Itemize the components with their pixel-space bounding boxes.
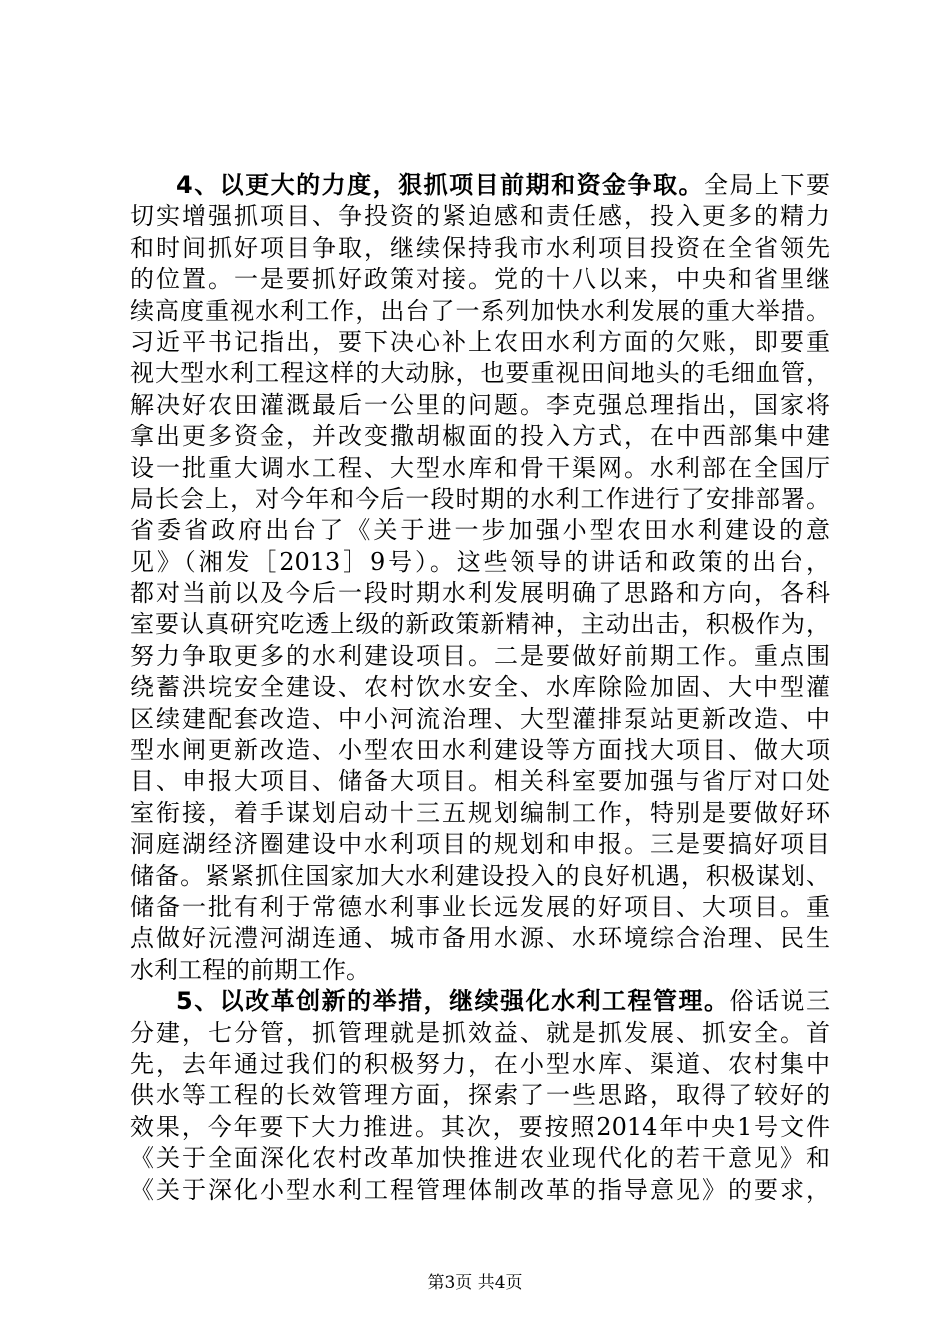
paragraph-4-line: 设一批重大调水工程、大型水库和骨干渠网。水利部在全国厅 [130, 453, 830, 482]
paragraph-4-line: 室要认真研究吃透上级的新政策新精神，主动出击，积极作为， [130, 610, 830, 639]
paragraph-4-line: 绕蓄洪垸安全建设、农村饮水安全、水库除险加固、大中型灌 [130, 673, 830, 702]
paragraph-4-line: 水利工程的前期工作。 [130, 955, 370, 984]
paragraph-4-line: 努力争取更多的水利建设项目。二是要做好前期工作。重点围 [130, 641, 830, 670]
paragraph-5-first-line [130, 986, 830, 1017]
paragraph-4-line: 储备。紧紧抓住国家加大水利建设投入的良好机遇，积极谋划、 [130, 861, 830, 890]
paragraph-4-line: 的位置。一是要抓好政策对接。党的十八以来，中央和省里继 [130, 265, 830, 294]
paragraph-4-line: 点做好沅澧河湖连通、城市备用水源、水环境综合治理、民生 [130, 924, 830, 953]
paragraph-4-line: 解决好农田灌溉最后一公里的问题。李克强总理指出，国家将 [130, 390, 830, 419]
paragraph-5-heading: 5、以改革创新的举措，继续强化水利工程管理。 [176, 987, 730, 1016]
page-number-label: 第3页 共4页 [427, 1273, 523, 1293]
paragraph-4-line: 视大型水利工程这样的大动脉，也要重视田间地头的毛细血管， [130, 359, 830, 388]
paragraph-4-line: 切实增强抓项目、争投资的紧迫感和责任感，投入更多的精力 [130, 202, 830, 231]
page-footer [0, 1268, 950, 1293]
paragraph-4-line: 洞庭湖经济圈建设中水利项目的规划和申报。三是要搞好项目 [130, 830, 830, 859]
paragraph-4-line: 储备一批有利于常德水利事业长远发展的好项目、大项目。重 [130, 892, 830, 921]
paragraph-4-line: 省委省政府出台了《关于进一步加强小型农田水利建设的意 [130, 516, 830, 545]
paragraph-5-line: 《关于全面深化农村改革加快推进农业现代化的若干意见》和 [130, 1144, 830, 1173]
paragraph-4-heading: 4、以更大的力度，狠抓项目前期和资金争取。 [176, 171, 705, 199]
paragraph-4-line: 见》（湘发［2013］9号）。这些领导的讲话和政策的出台， [130, 547, 830, 576]
paragraph-4-line: 室衔接，着手谋划启动十三五规划编制工作，特别是要做好环 [130, 798, 830, 827]
paragraph-4-line: 拿出更多资金，并改变撒胡椒面的投入方式，在中西部集中建 [130, 422, 830, 451]
paragraph-4-line: 和时间抓好项目争取，继续保持我市水利项目投资在全省领先 [130, 233, 830, 262]
paragraph-5-line: 效果，今年要下大力推进。其次，要按照2014年中央1号文件 [130, 1112, 830, 1141]
paragraph-4-line: 局长会上，对今年和今后一段时期的水利工作进行了安排部署。 [130, 484, 830, 513]
paragraph-4-line-0: 全局上下要 [704, 171, 830, 199]
paragraph-4-line: 习近平书记指出，要下决心补上农田水利方面的欠账，即要重 [130, 327, 830, 356]
paragraph-5-line: 供水等工程的长效管理方面，探索了一些思路，取得了较好的 [130, 1081, 830, 1110]
paragraph-4-line: 都对当前以及今后一段时期水利发展明确了思路和方向，各科 [130, 579, 830, 608]
paragraph-5-line-0: 俗话说三 [729, 987, 830, 1016]
paragraph-4-line: 区续建配套改造、中小河流治理、大型灌排泵站更新改造、中 [130, 704, 830, 733]
paragraph-4-line: 目、申报大项目、储备大项目。相关科室要加强与省厅对口处 [130, 767, 830, 796]
paragraph-5-line: 先，去年通过我们的积极努力，在小型水库、渠道、农村集中 [130, 1049, 830, 1078]
paragraph-5-line: 《关于深化小型水利工程管理体制改革的指导意见》的要求， [130, 1175, 830, 1204]
paragraph-4-line: 续高度重视水利工作，出台了一系列加快水利发展的重大举措。 [130, 296, 830, 325]
body-text [130, 170, 830, 1206]
paragraph-5-line: 分建，七分管，抓管理就是抓效益、就是抓发展、抓安全。首 [130, 1018, 830, 1047]
paragraph-4-first-line [130, 170, 830, 201]
paragraph-4-line: 型水闸更新改造、小型农田水利建设等方面找大项目、做大项 [130, 736, 830, 765]
